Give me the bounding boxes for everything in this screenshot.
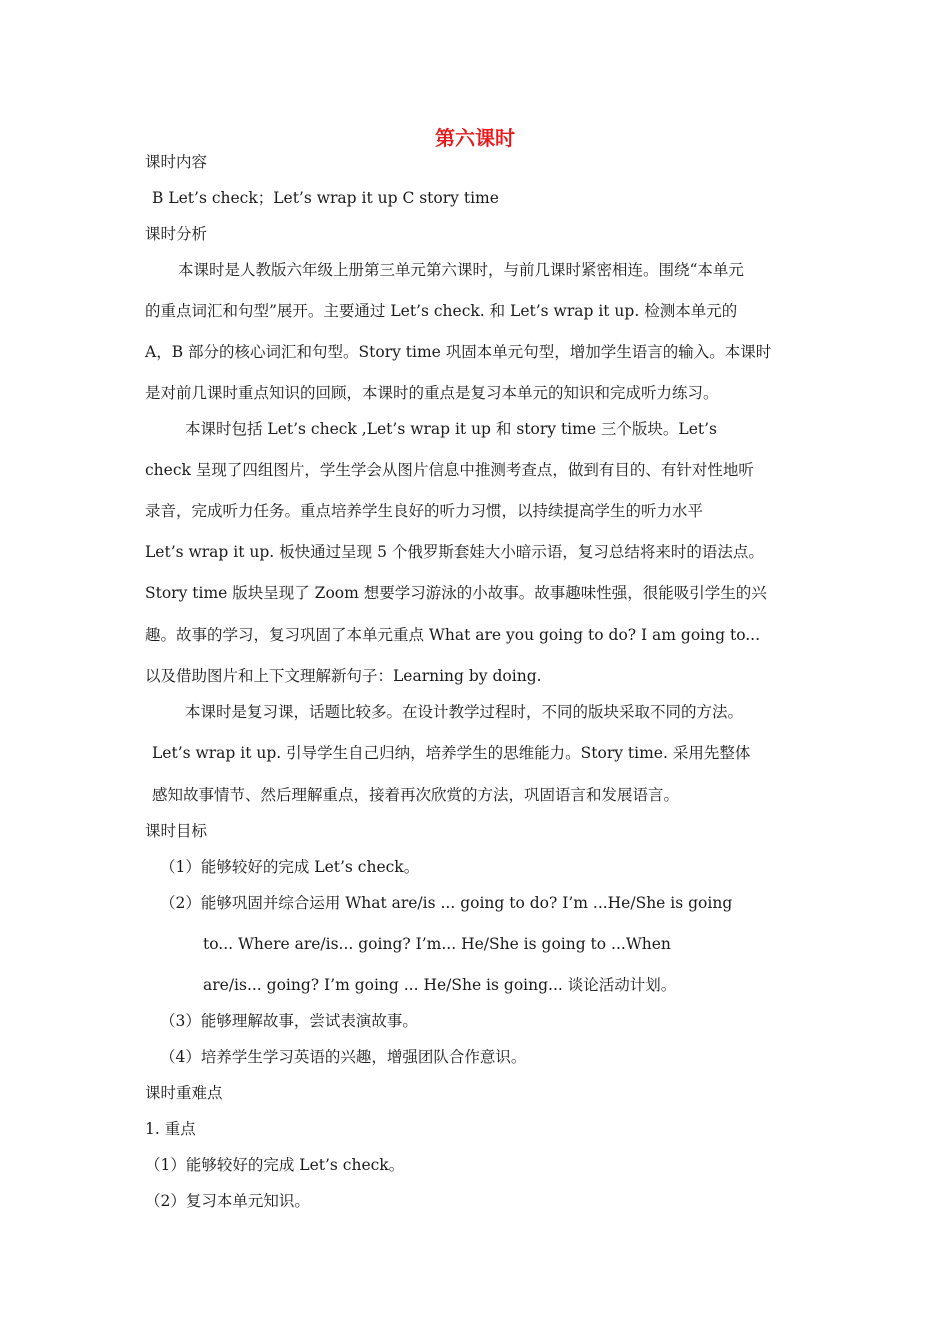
key-point-item: （2）复习本单元知识。	[145, 1192, 310, 1210]
analysis-line: Story time 版块呈现了 Zoom 想要学习游泳的小故事。故事趣味性强，很能吸引学生的兴	[145, 584, 767, 602]
analysis-line: Let’s wrap it up. 引导学生自己归纳，培养学生的思维能力。Story time. 采用先整体	[152, 744, 751, 762]
analysis-line: 本课时是人教版六年级上册第三单元第六课时，与前几课时紧密相连。围绕“本单元	[178, 261, 744, 279]
analysis-line: A，B 部分的核心词汇和句型。Story time 巩固本单元句型，增加学生语言的输入。本课时	[145, 343, 772, 361]
analysis-line: Let’s wrap it up. 板快通过呈现 5 个俄罗斯套娃大小暗示语，复习总结将来时的语法点。	[145, 543, 764, 561]
objective-item: （1）能够较好的完成 Let’s check。	[160, 858, 420, 876]
heading-content: 课时内容	[145, 153, 208, 171]
analysis-line: check 呈现了四组图片，学生学会从图片信息中推测考查点，做到有目的、有针对性地听	[145, 461, 754, 479]
analysis-line: 感知故事情节、然后理解重点，接着再次欣赏的方法，巩固语言和发展语言。	[152, 786, 680, 804]
page-title: 第六课时	[435, 126, 515, 150]
heading-key-points: 课时重难点	[145, 1084, 223, 1102]
content-line: B Let’s check；Let’s wrap it up C story time	[152, 189, 499, 207]
analysis-line: 本课时是复习课，话题比较多。在设计教学过程时，不同的版块采取不同的方法。	[185, 703, 744, 721]
analysis-line: 的重点词汇和句型”展开。主要通过 Let’s check. 和 Let’s wrap it up. 检测本单元的	[145, 302, 738, 320]
key-point-item: （1）能够较好的完成 Let’s check。	[145, 1156, 405, 1174]
analysis-line: 本课时包括 Let’s check ,Let’s wrap it up 和 story time 三个版块。Let’s	[185, 420, 718, 438]
heading-analysis: 课时分析	[145, 225, 208, 243]
analysis-line: 趣。故事的学习，复习巩固了本单元重点 What are you going to do? I am going to...	[145, 626, 761, 644]
objective-item: （3）能够理解故事，尝试表演故事。	[160, 1012, 418, 1030]
analysis-line: 是对前几课时重点知识的回顾，本课时的重点是复习本单元的知识和完成听力练习。	[145, 384, 719, 402]
objective-item: （2）能够巩固并综合运用 What are/is ... going to do? I’m ...He/She is going	[160, 894, 733, 912]
objective-item-continued: to... Where are/is... going? I’m... He/She is going to ...When	[203, 935, 671, 953]
analysis-line: 以及借助图片和上下文理解新句子：Learning by doing.	[145, 667, 542, 685]
analysis-line: 录音，完成听力任务。重点培养学生良好的听力习惯，以持续提高学生的听力水平	[145, 502, 704, 520]
heading-objectives: 课时目标	[145, 822, 208, 840]
key-points-subheading: 1. 重点	[145, 1120, 196, 1138]
objective-item-continued: are/is... going? I’m going ... He/She is going... 谈论活动计划。	[203, 976, 677, 994]
objective-item: （4）培养学生学习英语的兴趣，增强团队合作意识。	[160, 1048, 527, 1066]
